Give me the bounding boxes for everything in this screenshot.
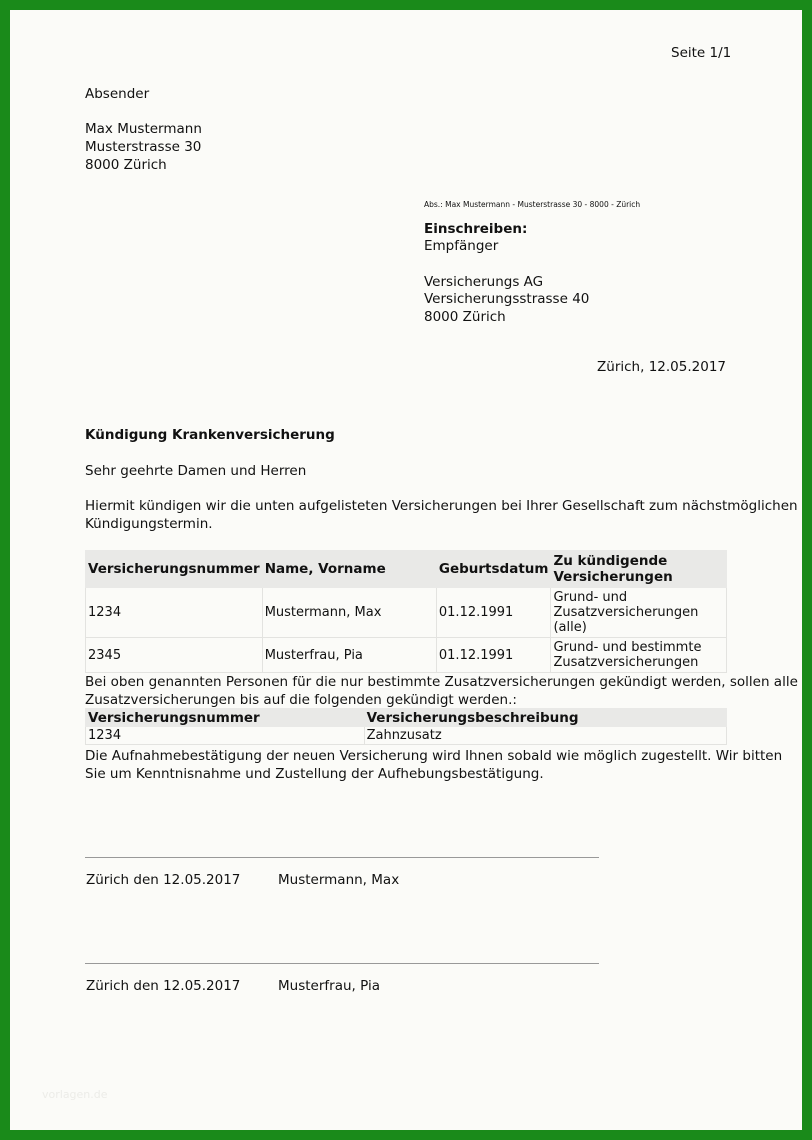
recipient-heading: Empfänger [424, 238, 499, 254]
signature-place-date: Zürich den 12.05.2017 [86, 978, 241, 994]
closing-line-2: Sie um Kenntnisnahme und Zustellung der Aufhebungsbestätigung. [85, 766, 544, 782]
closing-line-1: Die Aufnahmebestätigung der neuen Versicherung wird Ihnen sobald wie möglich zugestellt. Wir bitten [85, 748, 783, 764]
column-header: Name, Vorname [262, 551, 436, 588]
letter-date: Zürich, 12.05.2017 [597, 359, 726, 375]
document-page [10, 10, 802, 1130]
column-header: Versicherungsbeschreibung [364, 709, 726, 727]
signature-line [85, 963, 599, 964]
watermark: vorlagen.de [42, 1088, 108, 1101]
exception-table [85, 708, 727, 745]
sender-name: Max Mustermann [85, 121, 202, 137]
page-number: Seite 1/1 [671, 45, 732, 61]
recipient-company: Versicherungs AG [424, 274, 544, 290]
signature-place-date: Zürich den 12.05.2017 [86, 872, 241, 888]
column-header: Geburtsdatum [436, 551, 551, 588]
table-cell: 01.12.1991 [436, 588, 551, 638]
table-cell: 2345 [86, 638, 263, 673]
mail-type: Einschreiben: [424, 221, 528, 237]
signature-name: Musterfrau, Pia [278, 978, 380, 994]
return-address: Abs.: Max Mustermann - Musterstrasse 30 - 8000 - Zürich [424, 200, 641, 209]
table-cell: Grund- und Zusatzversicherungen (alle) [551, 588, 727, 638]
table-header-row [86, 551, 727, 588]
signature-line [85, 857, 599, 858]
sender-street: Musterstrasse 30 [85, 139, 202, 155]
recipient-city: 8000 Zürich [424, 309, 506, 325]
column-header: Versicherungsnummer [86, 709, 365, 727]
column-header: Zu kündigende Versicherungen [551, 551, 727, 588]
table-row [86, 638, 727, 673]
sender-heading: Absender [85, 86, 150, 102]
table-cell: 1234 [86, 727, 365, 745]
column-header: Versicherungsnummer [86, 551, 263, 588]
table-header-row [86, 709, 727, 727]
intro-line-1: Hiermit kündigen wir die unten aufgelisteten Versicherungen bei Ihrer Gesellschaft zum nächstmöglichen [85, 498, 798, 514]
table-cell: Musterfrau, Pia [262, 638, 436, 673]
termination-table [85, 550, 727, 673]
table-cell: 1234 [86, 588, 263, 638]
table-cell: 01.12.1991 [436, 638, 551, 673]
signature-name: Mustermann, Max [278, 872, 400, 888]
table-row [86, 588, 727, 638]
table-cell: Mustermann, Max [262, 588, 436, 638]
recipient-street: Versicherungsstrasse 40 [424, 291, 590, 307]
exception-line-1: Bei oben genannten Personen für die nur bestimmte Zusatzversicherungen gekündigt werden, sollen alle [85, 674, 798, 690]
exception-line-2: Zusatzversicherungen bis auf die folgenden gekündigt werden.: [85, 692, 517, 708]
table-cell: Zahnzusatz [364, 727, 726, 745]
letter-subject: Kündigung Krankenversicherung [85, 427, 335, 443]
table-cell: Grund- und bestimmte Zusatzversicherungen [551, 638, 727, 673]
table-row [86, 727, 727, 745]
intro-line-2: Kündigungstermin. [85, 516, 213, 532]
salutation: Sehr geehrte Damen und Herren [85, 463, 307, 479]
sender-city: 8000 Zürich [85, 157, 167, 173]
